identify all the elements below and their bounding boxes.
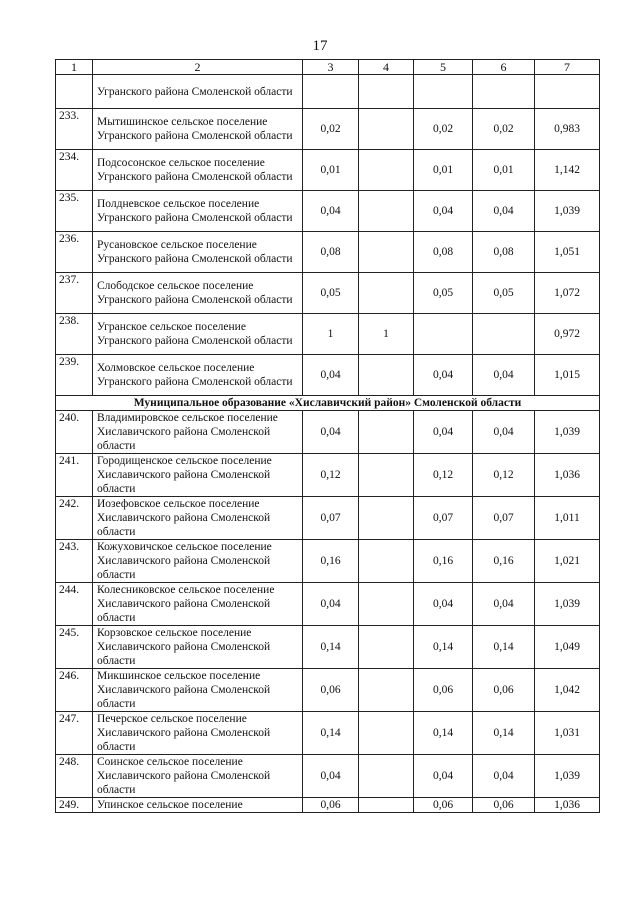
row-number: 235. bbox=[56, 191, 93, 232]
table-row bbox=[56, 454, 600, 497]
col-3-value: 0,08 bbox=[303, 232, 359, 273]
col-3-value: 0,14 bbox=[303, 626, 359, 669]
col-6-value: 0,04 bbox=[473, 355, 535, 396]
col-4-value bbox=[359, 150, 414, 191]
col-4-value bbox=[359, 540, 414, 583]
row-number: 241. bbox=[56, 454, 93, 497]
table-row bbox=[56, 626, 600, 669]
header-cell: 7 bbox=[535, 60, 600, 75]
col-4-value bbox=[359, 669, 414, 712]
col-5-value: 0,07 bbox=[414, 497, 473, 540]
table-row bbox=[56, 497, 600, 540]
table-row bbox=[56, 669, 600, 712]
col-4-value bbox=[359, 755, 414, 798]
row-number: 239. bbox=[56, 355, 93, 396]
col-5-value: 0,14 bbox=[414, 626, 473, 669]
col-7-value: 1,049 bbox=[535, 626, 600, 669]
col-7-value: 1,051 bbox=[535, 232, 600, 273]
col-7-value: 1,031 bbox=[535, 712, 600, 755]
col-7-value: 1,011 bbox=[535, 497, 600, 540]
table-row bbox=[56, 755, 600, 798]
col-6-value: 0,12 bbox=[473, 454, 535, 497]
col-5-value: 0,06 bbox=[414, 798, 473, 813]
col-3-value: 0,12 bbox=[303, 454, 359, 497]
table-row bbox=[56, 540, 600, 583]
col-5-value: 0,14 bbox=[414, 712, 473, 755]
col-4-value bbox=[359, 232, 414, 273]
table-row bbox=[56, 411, 600, 454]
col-6-value: 0,14 bbox=[473, 626, 535, 669]
col-3-value: 0,06 bbox=[303, 669, 359, 712]
settlement-name: Угранского района Смоленской области bbox=[93, 75, 303, 109]
col-7-value: 1,042 bbox=[535, 669, 600, 712]
row-number: 247. bbox=[56, 712, 93, 755]
col-4-value bbox=[359, 626, 414, 669]
col-5-value: 0,06 bbox=[414, 669, 473, 712]
settlement-name: Холмовское сельское поселение Угранского района Смоленской области bbox=[93, 355, 303, 396]
settlement-name: Угранское сельское поселение Угранского района Смоленской области bbox=[93, 314, 303, 355]
col-4-value bbox=[359, 109, 414, 150]
col-5-value: 0,04 bbox=[414, 583, 473, 626]
col-7-value bbox=[535, 75, 600, 109]
settlement-name: Корзовское сельское поселение Хиславичского района Смоленской области bbox=[93, 626, 303, 669]
col-7-value: 1,142 bbox=[535, 150, 600, 191]
col-4-value bbox=[359, 583, 414, 626]
section-title: Муниципальное образование «Хиславичский район» Смоленской области bbox=[56, 396, 600, 411]
col-6-value: 0,06 bbox=[473, 798, 535, 813]
col-4-value bbox=[359, 273, 414, 314]
col-6-value: 0,14 bbox=[473, 712, 535, 755]
settlement-name: Колесниковское сельское поселение Хиславичского района Смоленской области bbox=[93, 583, 303, 626]
col-3-value: 0,04 bbox=[303, 583, 359, 626]
col-3-value: 1 bbox=[303, 314, 359, 355]
row-number: 238. bbox=[56, 314, 93, 355]
col-6-value bbox=[473, 314, 535, 355]
col-7-value: 1,039 bbox=[535, 411, 600, 454]
table-body bbox=[56, 60, 600, 813]
page-number: 17 bbox=[312, 38, 328, 54]
row-number: 240. bbox=[56, 411, 93, 454]
col-6-value: 0,05 bbox=[473, 273, 535, 314]
col-7-value: 1,072 bbox=[535, 273, 600, 314]
table-row bbox=[56, 232, 600, 273]
settlement-name: Микшинское сельское поселение Хиславичского района Смоленской области bbox=[93, 669, 303, 712]
table-row bbox=[56, 191, 600, 232]
header-cell: 2 bbox=[93, 60, 303, 75]
col-7-value: 0,983 bbox=[535, 109, 600, 150]
table-row bbox=[56, 109, 600, 150]
section-row bbox=[56, 396, 600, 411]
col-7-value: 1,021 bbox=[535, 540, 600, 583]
row-number: 244. bbox=[56, 583, 93, 626]
col-7-value: 1,036 bbox=[535, 798, 600, 813]
col-4-value bbox=[359, 355, 414, 396]
col-4-value bbox=[359, 191, 414, 232]
col-6-value: 0,04 bbox=[473, 583, 535, 626]
col-4-value bbox=[359, 75, 414, 109]
table-row bbox=[56, 798, 600, 813]
col-3-value: 0,07 bbox=[303, 497, 359, 540]
col-6-value: 0,02 bbox=[473, 109, 535, 150]
row-number: 237. bbox=[56, 273, 93, 314]
row-number: 234. bbox=[56, 150, 93, 191]
col-3-value: 0,16 bbox=[303, 540, 359, 583]
col-7-value: 1,015 bbox=[535, 355, 600, 396]
header-cell: 1 bbox=[56, 60, 93, 75]
settlement-name: Печерское сельское поселение Хиславичского района Смоленской области bbox=[93, 712, 303, 755]
col-3-value: 0,01 bbox=[303, 150, 359, 191]
settlement-name: Полдневское сельское поселение Угранского района Смоленской области bbox=[93, 191, 303, 232]
row-number: 248. bbox=[56, 755, 93, 798]
col-6-value: 0,07 bbox=[473, 497, 535, 540]
col-3-value: 0,04 bbox=[303, 755, 359, 798]
header-cell: 5 bbox=[414, 60, 473, 75]
row-number: 233. bbox=[56, 109, 93, 150]
col-4-value: 1 bbox=[359, 314, 414, 355]
col-3-value: 0,14 bbox=[303, 712, 359, 755]
col-6-value bbox=[473, 75, 535, 109]
row-number: 236. bbox=[56, 232, 93, 273]
col-5-value bbox=[414, 75, 473, 109]
settlement-name: Иозефовское сельское поселение Хиславичского района Смоленской области bbox=[93, 497, 303, 540]
settlement-name: Городищенское сельское поселение Хиславичского района Смоленской области bbox=[93, 454, 303, 497]
col-5-value: 0,01 bbox=[414, 150, 473, 191]
col-6-value: 0,04 bbox=[473, 191, 535, 232]
header-cell: 6 bbox=[473, 60, 535, 75]
col-5-value: 0,08 bbox=[414, 232, 473, 273]
col-5-value: 0,12 bbox=[414, 454, 473, 497]
header-cell: 4 bbox=[359, 60, 414, 75]
table-row bbox=[56, 150, 600, 191]
col-3-value: 0,06 bbox=[303, 798, 359, 813]
settlement-name: Соинское сельское поселение Хиславичского района Смоленской области bbox=[93, 755, 303, 798]
col-5-value bbox=[414, 314, 473, 355]
col-6-value: 0,01 bbox=[473, 150, 535, 191]
col-3-value: 0,04 bbox=[303, 191, 359, 232]
settlement-name: Упинское сельское поселение bbox=[93, 798, 303, 813]
col-7-value: 1,036 bbox=[535, 454, 600, 497]
row-number bbox=[56, 75, 93, 109]
col-4-value bbox=[359, 497, 414, 540]
col-6-value: 0,06 bbox=[473, 669, 535, 712]
data-table bbox=[55, 59, 600, 813]
table-row bbox=[56, 314, 600, 355]
col-4-value bbox=[359, 454, 414, 497]
header-cell: 3 bbox=[303, 60, 359, 75]
col-5-value: 0,16 bbox=[414, 540, 473, 583]
col-6-value: 0,16 bbox=[473, 540, 535, 583]
col-6-value: 0,04 bbox=[473, 411, 535, 454]
col-3-value: 0,04 bbox=[303, 355, 359, 396]
col-5-value: 0,04 bbox=[414, 755, 473, 798]
col-5-value: 0,04 bbox=[414, 355, 473, 396]
settlement-name: Кожуховичское сельское поселение Хиславичского района Смоленской области bbox=[93, 540, 303, 583]
row-number: 249. bbox=[56, 798, 93, 813]
table-row bbox=[56, 583, 600, 626]
table-row bbox=[56, 75, 600, 109]
col-4-value bbox=[359, 712, 414, 755]
col-5-value: 0,04 bbox=[414, 191, 473, 232]
col-5-value: 0,02 bbox=[414, 109, 473, 150]
col-3-value: 0,02 bbox=[303, 109, 359, 150]
col-3-value: 0,04 bbox=[303, 411, 359, 454]
settlement-name: Подсосонское сельское поселение Угранского района Смоленской области bbox=[93, 150, 303, 191]
col-4-value bbox=[359, 411, 414, 454]
col-7-value: 1,039 bbox=[535, 755, 600, 798]
col-4-value bbox=[359, 798, 414, 813]
row-number: 243. bbox=[56, 540, 93, 583]
col-3-value bbox=[303, 75, 359, 109]
col-7-value: 0,972 bbox=[535, 314, 600, 355]
settlement-name: Русановское сельское поселение Угранского района Смоленской области bbox=[93, 232, 303, 273]
table-row bbox=[56, 355, 600, 396]
settlement-name: Владимировское сельское поселение Хиславичского района Смоленской области bbox=[93, 411, 303, 454]
col-5-value: 0,04 bbox=[414, 411, 473, 454]
row-number: 246. bbox=[56, 669, 93, 712]
table-row bbox=[56, 712, 600, 755]
settlement-name: Мытишинское сельское поселение Угранского района Смоленской области bbox=[93, 109, 303, 150]
header-row bbox=[56, 60, 600, 75]
table-row bbox=[56, 273, 600, 314]
row-number: 242. bbox=[56, 497, 93, 540]
col-7-value: 1,039 bbox=[535, 583, 600, 626]
settlement-name: Слободское сельское поселение Угранского района Смоленской области bbox=[93, 273, 303, 314]
col-3-value: 0,05 bbox=[303, 273, 359, 314]
col-6-value: 0,08 bbox=[473, 232, 535, 273]
row-number: 245. bbox=[56, 626, 93, 669]
col-5-value: 0,05 bbox=[414, 273, 473, 314]
col-7-value: 1,039 bbox=[535, 191, 600, 232]
col-6-value: 0,04 bbox=[473, 755, 535, 798]
